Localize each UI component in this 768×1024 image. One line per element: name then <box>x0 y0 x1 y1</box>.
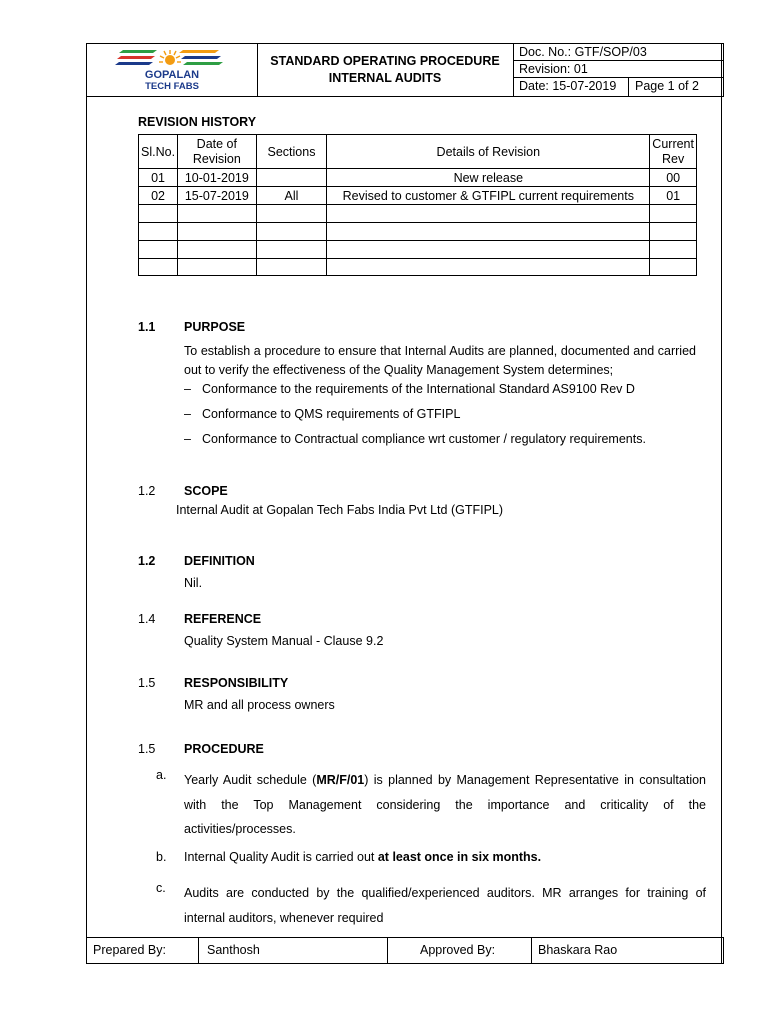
page-number: Page 1 of 2 <box>635 79 699 93</box>
reference-heading: REFERENCE <box>184 612 262 626</box>
procedure-item <box>184 768 706 842</box>
table-row <box>139 205 697 223</box>
table-cell <box>650 205 697 223</box>
revision-number: Revision: 01 <box>513 61 723 78</box>
table-cell: 15-07-2019 <box>178 187 257 205</box>
table-cell <box>650 241 697 259</box>
procedure-item-text-part: Yearly Audit schedule ( <box>184 773 317 787</box>
table-cell <box>650 223 697 241</box>
procedure-item-emphasis: at least once in six months. <box>377 850 542 864</box>
table-cell <box>327 223 650 241</box>
procedure-item-text-part: Internal Quality Audit is carried out <box>184 850 378 864</box>
doc-number: Doc. No.: GTF/SOP/03 <box>513 44 723 61</box>
table-header-row <box>139 135 697 169</box>
table-cell <box>256 241 327 259</box>
scope-number: 1.2 <box>138 484 156 498</box>
procedure-item-text-part: ) is planned by Management Representative in consultation with the Top Management considering the importance and criticality of the activities/processes. <box>184 773 706 836</box>
table-cell: 10-01-2019 <box>178 169 257 187</box>
logo-subname: TECH FABS <box>145 81 199 92</box>
responsibility-text: MR and all process owners <box>184 698 335 712</box>
definition-number: 1.2 <box>138 554 156 568</box>
purpose-body <box>184 342 696 380</box>
table-cell <box>256 259 327 276</box>
col-slno: Sl.No. <box>139 135 178 169</box>
procedure-item <box>184 881 706 930</box>
table-cell <box>178 205 257 223</box>
revision-table <box>138 134 697 276</box>
document-title <box>257 44 514 96</box>
table-cell <box>327 241 650 259</box>
col-details: Details of Revision <box>327 135 650 169</box>
procedure-item-text: Audits are conducted by the qualified/experienced auditors. MR arranges for training of internal auditors, whenever required <box>184 886 706 925</box>
prepared-by-label: Prepared By: <box>87 938 199 963</box>
table-cell <box>256 169 327 187</box>
col-current-rev: Current Rev <box>650 135 697 169</box>
table-cell <box>139 241 178 259</box>
table-cell <box>139 205 178 223</box>
col-date: Date of Revision <box>178 135 257 169</box>
logo-name: GOPALAN <box>144 69 200 81</box>
procedure-item-text <box>184 768 706 842</box>
table-cell <box>327 259 650 276</box>
table-cell <box>256 223 327 241</box>
table-cell: 01 <box>650 187 697 205</box>
document-header <box>86 43 724 97</box>
table-cell <box>139 223 178 241</box>
purpose-heading: PURPOSE <box>184 320 246 334</box>
revision-history-heading: REVISION HISTORY <box>138 115 257 129</box>
reference-text: Quality System Manual - Clause 9.2 <box>184 634 384 648</box>
definition-heading: DEFINITION <box>184 554 255 568</box>
purpose-number: 1.1 <box>138 320 156 334</box>
purpose-bullet-dash: – <box>184 382 191 396</box>
responsibility-heading: RESPONSIBILITY <box>184 676 289 690</box>
table-cell: 01 <box>139 169 178 187</box>
table-row <box>139 241 697 259</box>
approved-by-label: Approved By: <box>412 938 532 963</box>
responsibility-number: 1.5 <box>138 676 156 690</box>
approved-by-value: Bhaskara Rao <box>538 943 618 957</box>
purpose-bullet: Conformance to QMS requirements of GTFIPL <box>202 407 461 421</box>
procedure-item <box>184 850 541 864</box>
col-sections: Sections <box>256 135 327 169</box>
table-row <box>139 259 697 276</box>
table-cell <box>139 259 178 276</box>
table-cell: Revised to customer & GTFIPL current requirements <box>327 187 650 205</box>
table-cell: 00 <box>650 169 697 187</box>
document-meta <box>513 44 723 96</box>
table-row <box>139 169 697 187</box>
scope-heading: SCOPE <box>184 484 228 498</box>
purpose-bullet-dash: – <box>184 432 191 446</box>
title-line-1: STANDARD OPERATING PROCEDURE <box>270 54 500 68</box>
procedure-item-form-ref: MR/F/01 <box>316 773 365 787</box>
scope-text: Internal Audit at Gopalan Tech Fabs India Pvt Ltd (GTFIPL) <box>176 503 504 517</box>
table-row <box>139 187 697 205</box>
table-cell <box>178 223 257 241</box>
footer-divider <box>198 937 199 964</box>
table-cell <box>650 259 697 276</box>
purpose-bullet: Conformance to the requirements of the International Standard AS9100 Rev D <box>202 382 635 396</box>
title-line-2: INTERNAL AUDITS <box>328 71 442 85</box>
purpose-bullet: Conformance to Contractual compliance wrt customer / regulatory requirements. <box>202 432 646 446</box>
company-logo <box>87 44 258 96</box>
purpose-text: To establish a procedure to ensure that Internal Audits are planned, documented and carried out to verify the effectiveness of the Quality Management System determines; <box>184 344 696 377</box>
procedure-item-label: a. <box>156 768 167 782</box>
table-row <box>139 223 697 241</box>
table-cell: 02 <box>139 187 178 205</box>
table-cell <box>327 205 650 223</box>
procedure-heading: PROCEDURE <box>184 742 264 756</box>
procedure-item-label: c. <box>156 881 166 895</box>
table-cell: New release <box>327 169 650 187</box>
procedure-item-label: b. <box>156 850 167 864</box>
definition-text: Nil. <box>184 576 203 590</box>
prepared-by-value: Santhosh <box>207 943 260 957</box>
table-cell <box>178 259 257 276</box>
purpose-bullet-dash: – <box>184 407 191 421</box>
document-footer <box>86 937 724 964</box>
footer-divider <box>387 937 388 964</box>
table-cell: All <box>256 187 327 205</box>
document-date: Date: 15-07-2019 <box>513 78 629 96</box>
reference-number: 1.4 <box>138 612 156 626</box>
procedure-number: 1.5 <box>138 742 156 756</box>
table-cell <box>178 241 257 259</box>
table-cell <box>256 205 327 223</box>
